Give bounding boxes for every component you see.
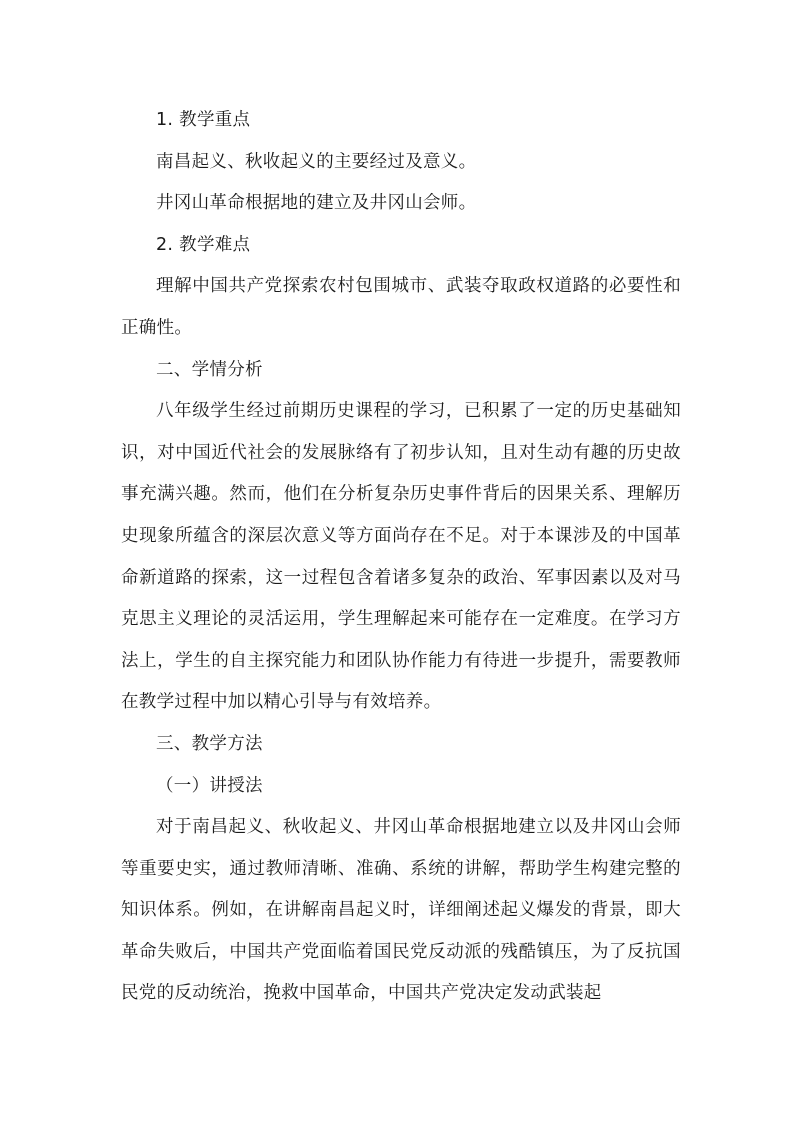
- section-heading-teaching-difficulty: 2. 教学难点: [156, 234, 251, 255]
- section-heading-teaching-focus: 1. 教学重点: [156, 110, 251, 130]
- paragraph-difficulty-detail: 理解中国共产党探索农村包围城市、武装夺取政权道路的必要性和正确性。: [121, 276, 681, 338]
- paragraph-lecture-method: 对于南昌起义、秋收起义、井冈山革命根据地建立以及井冈山会师等重要史实，通过教师清晰、准确、系统的讲解，帮助学生构建完整的知识体系。例如，在讲解南昌起义时，详细阐述起义爆发的背景，即大革命失败后，中国共产党面临着国民党反动派的残酷镇压，为了反抗国民党的反动统治，挽救中国革命，中国共产党决定发动武装起: [121, 817, 681, 1004]
- section-heading-student-analysis: 二、学情分析: [156, 359, 263, 380]
- document-body: [121, 100, 681, 1015]
- section-heading-teaching-methods: 三、教学方法: [156, 733, 263, 754]
- paragraph-student-analysis: 八年级学生经过前期历史课程的学习，已积累了一定的历史基础知识，对中国近代社会的发展脉络有了初步认知，且对生动有趣的历史故事充满兴趣。然而，他们在分析复杂历史事件背后的因果关系、理解历史现象所蕴含的深层次意义等方面尚存在不足。对于本课涉及的中国革命新道路的探索，这一过程包含着诸多复杂的政治、军事因素以及对马克思主义理论的灵活运用，学生理解起来可能存在一定难度。在学习方法上，学生的自主探究能力和团队协作能力有待进一步提升，需要教师在教学过程中加以精心引导与有效培养。: [121, 401, 681, 713]
- paragraph-jinggangshan-base: 井冈山革命根据地的建立及井冈山会师。: [156, 193, 477, 214]
- paragraph-nanchang-autumn-uprising: 南昌起义、秋收起义的主要经过及意义。: [156, 151, 477, 172]
- subsection-heading-lecture-method: （一）讲授法: [156, 775, 263, 796]
